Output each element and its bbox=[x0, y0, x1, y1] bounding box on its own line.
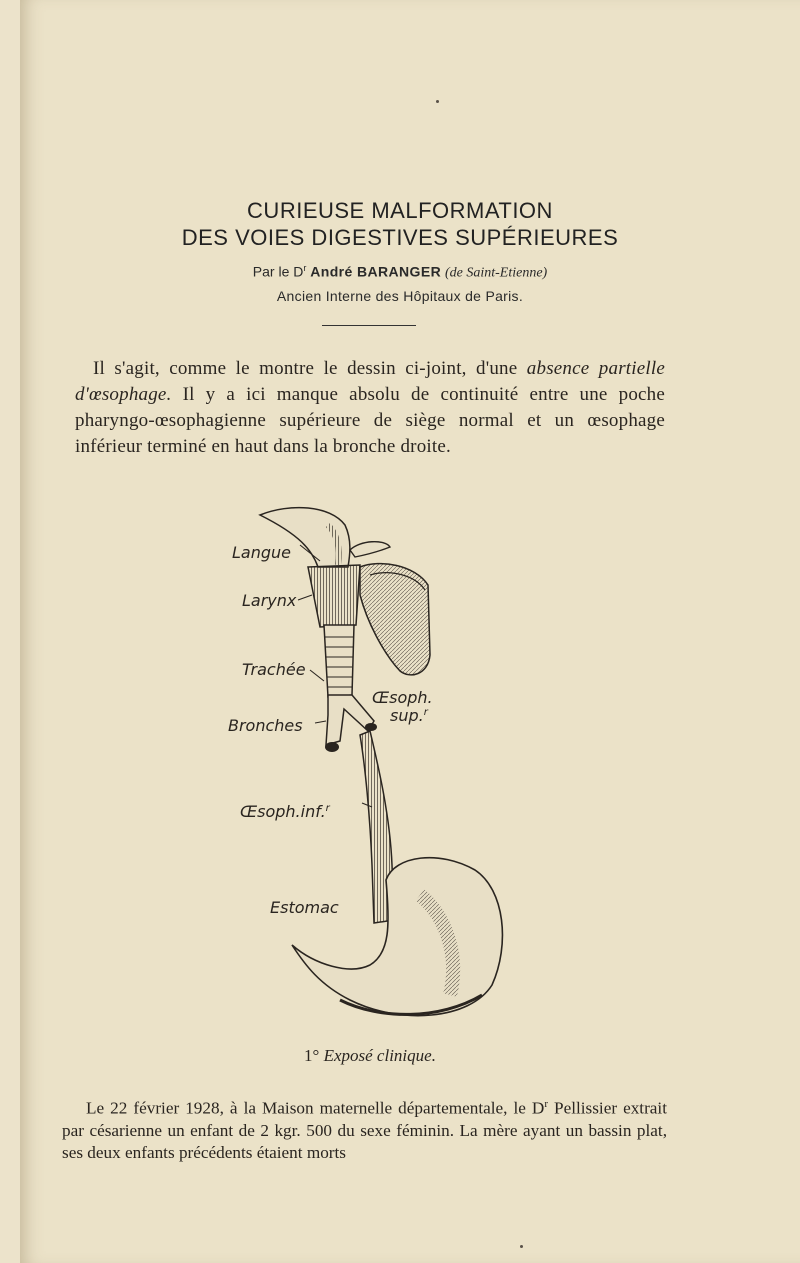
author-affiliation: Ancien Interne des Hôpitaux de Paris. bbox=[276, 288, 524, 304]
section-title: Exposé clinique. bbox=[323, 1046, 436, 1065]
print-speck bbox=[520, 1245, 523, 1248]
section-number: 1° bbox=[304, 1046, 320, 1065]
intro-text-2: Il y a ici manque absolu de continuité entre une poche pharyngo-œsophagienne supérieure de siège normal et un œsophage inférieur terminé en haut dans la bronche droite. bbox=[75, 384, 665, 457]
intro-emphasis: absence partielle d'œsophage. bbox=[75, 358, 665, 405]
label-oesoph-inf-text: Œsoph.inf. bbox=[240, 802, 326, 821]
upper-oesophagus-pouch bbox=[360, 564, 430, 675]
byline-dr-sup: r bbox=[303, 263, 307, 273]
label-estomac: Estomac bbox=[270, 898, 339, 917]
label-bronches: Bronches bbox=[228, 716, 303, 735]
label-langue: Langue bbox=[232, 543, 291, 562]
label-trachee: Trachée bbox=[242, 660, 306, 679]
label-oesoph-inf bbox=[240, 802, 331, 821]
clinical-text-2: Pellissier extrait par césarienne un enfant de 2 kgr. 500 du sexe féminin. La mère ayant un bassin plat, ses deux enfants précédents étaient morts bbox=[62, 1098, 667, 1162]
title-divider bbox=[322, 325, 416, 326]
larynx-drawing bbox=[308, 565, 360, 627]
clinical-paragraph bbox=[62, 1093, 667, 1164]
print-speck bbox=[436, 100, 439, 103]
article-title-line-1: CURIEUSE MALFORMATION bbox=[247, 198, 553, 223]
clinical-text-1: Le 22 février 1928, à la Maison maternelle départementale, le D bbox=[86, 1098, 545, 1118]
label-oesoph-sup-text: sup. bbox=[390, 706, 424, 725]
label-oesoph-sup-line1: Œsoph. bbox=[372, 688, 433, 707]
label-oesoph-sup-superscript: r bbox=[423, 707, 428, 718]
article-title-line-2: DES VOIES DIGESTIVES SUPÉRIEURES bbox=[181, 225, 619, 250]
clinical-dr-sup: r bbox=[544, 1098, 548, 1110]
author-name: André BARANGER bbox=[310, 263, 442, 280]
label-larynx: Larynx bbox=[242, 591, 297, 610]
intro-text-1: Il s'agit, comme le montre le dessin ci-joint, d'une bbox=[93, 358, 527, 379]
anatomical-drawing bbox=[220, 495, 520, 1030]
label-oesoph-inf-superscript: r bbox=[325, 803, 330, 814]
intro-paragraph bbox=[75, 356, 665, 460]
byline bbox=[0, 263, 800, 282]
byline-prefix: Par le D bbox=[252, 263, 304, 280]
section-heading bbox=[0, 1046, 740, 1066]
trachea-drawing bbox=[324, 625, 354, 697]
label-oesoph-sup-line2 bbox=[390, 706, 429, 725]
author-place: (de Saint-Etienne) bbox=[444, 265, 548, 281]
stomach-drawing bbox=[292, 858, 502, 1016]
